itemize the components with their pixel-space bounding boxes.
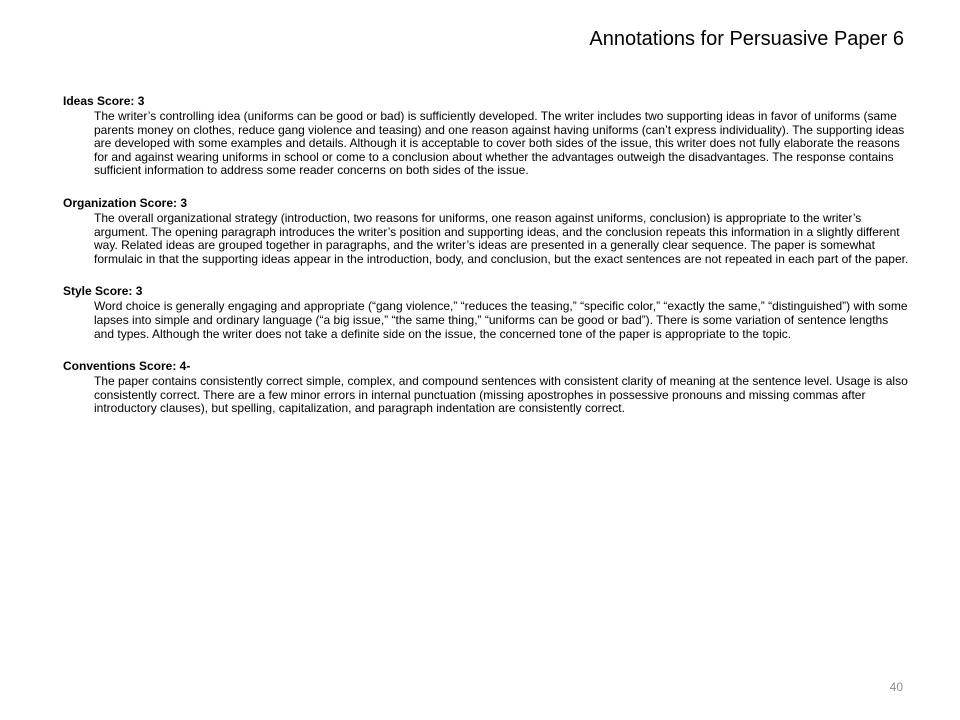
section-heading-ideas: Ideas Score: 3 bbox=[63, 94, 145, 108]
section-heading-conventions: Conventions Score: 4- bbox=[63, 359, 191, 374]
section-heading-style: Style Score: 3 bbox=[63, 284, 143, 299]
section-body-organization: The overall organizational strategy (introduction, two reasons for uniforms, one reason against uniforms, conclusion) is appropriate to the writer’s argument. The opening paragraph introduces the writer’s position and supporting ideas, and the conclusion repeats this information in a slightly different way. Related ideas are grouped together in paragraphs, and the writer’s ideas are presented in a generally clear sequence. The paper is somewhat formulaic in that the supporting ideas appear in the introduction, body, and conclusion, but the exact sentences are not repeated in each part of the paper. bbox=[94, 210, 909, 266]
section-organization bbox=[63, 196, 909, 266]
page-title: Annotations for Persuasive Paper 6 bbox=[589, 28, 904, 50]
section-body-conventions: The paper contains consistently correct simple, complex, and compound sentences with consistent clarity of meaning at the sentence level. Usage is also consistently correct. There are a few minor errors in internal punctuation (missing apostrophes in possessive pronouns and missing commas after introductory clauses), but spelling, capitalization, and paragraph indentation are consistently correct. bbox=[94, 374, 908, 416]
section-heading-organization: Organization Score: 3 bbox=[63, 195, 188, 210]
section-ideas bbox=[63, 94, 909, 178]
section-style bbox=[63, 284, 909, 341]
page-number: 40 bbox=[889, 680, 903, 694]
section-body-style: Word choice is generally engaging and appropriate (“gang violence,” “reduces the teasing,” “specific color,” “exactly the same,” “distinguished”) with some lapses into simple and ordinary language (“a big issue,” “the same thing,” “uniforms can be good or bad”). There is some variation of sentence lengths and types. Although the writer does not take a definite side on the issue, the concerned tone of the paper is appropriate to the topic. bbox=[94, 299, 908, 341]
section-conventions bbox=[63, 359, 909, 416]
annotations-content bbox=[63, 94, 909, 434]
section-body-ideas: The writer’s controlling idea (uniforms can be good or bad) is sufficiently developed. The writer includes two supporting ideas in favor of uniforms (same parents money on clothes, reduce gang violence and teasing) and one reason against having uniforms (can’t express individuality). The supporting ideas are developed with some examples and details. Although it is acceptable to cover both sides of the issue, this writer does not fully elaborate the reasons for and against wearing uniforms in school or come to a conclusion about whether the advantages outweigh the disadvantages. The response contains sufficient information to address some reader concerns on both sides of the issue. bbox=[94, 109, 905, 178]
